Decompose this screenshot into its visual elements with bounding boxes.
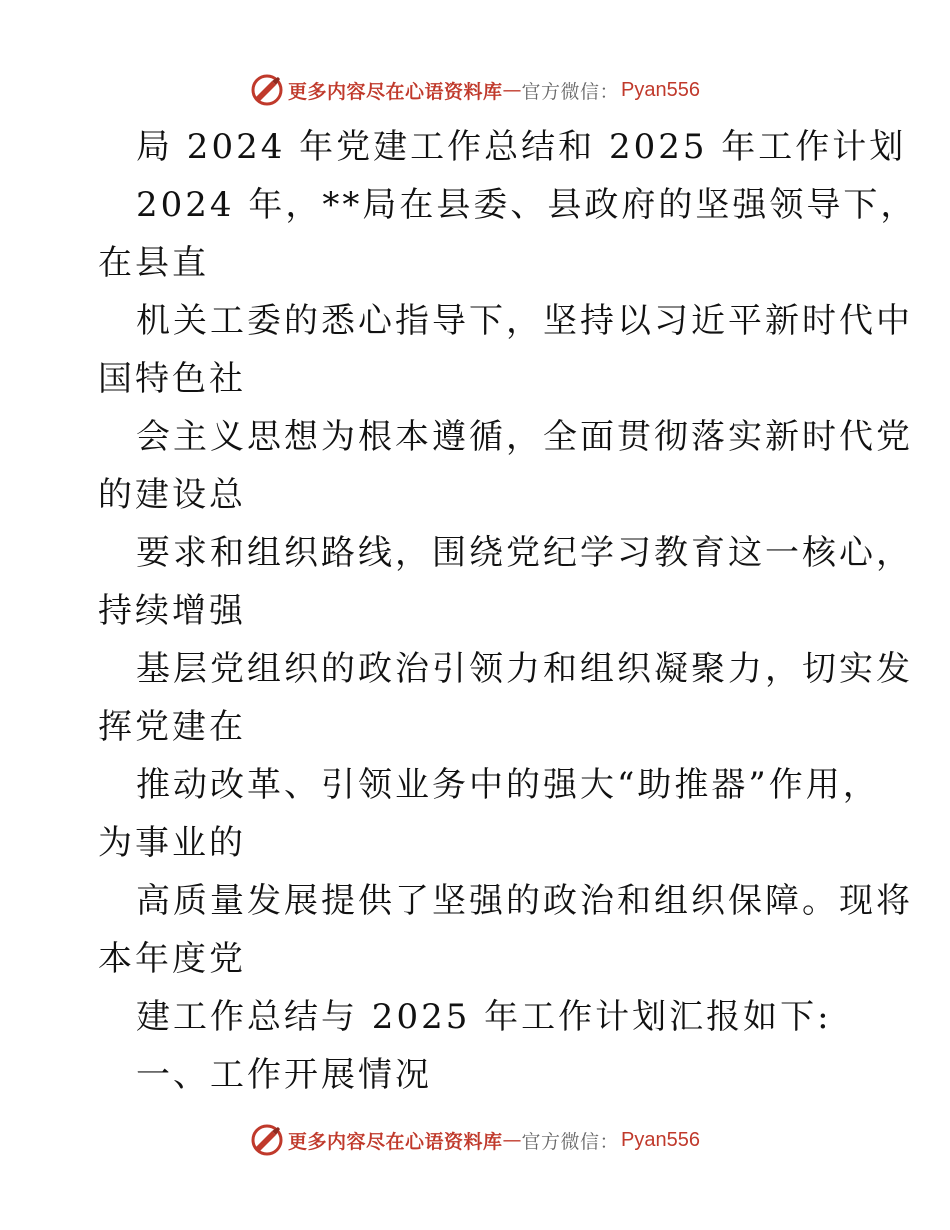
paragraph-line: 会主义思想为根本遵循，全面贯彻落实新时代党 <box>136 417 913 457</box>
banner-slogan: 更多内容尽在心语资料库 <box>288 1130 503 1153</box>
header-watermark-banner <box>0 70 950 110</box>
paragraph-line: 国特色社 <box>98 359 246 399</box>
paragraph-line: 建工作总结与 2025 年工作计划汇报如下: <box>136 997 832 1037</box>
paragraph-line: 推动改革、引领业务中的强大“助推器”作用， <box>136 765 880 805</box>
document-body <box>98 118 918 1104</box>
banner-slogan: 更多内容尽在心语资料库 <box>288 80 503 103</box>
paragraph-line: 持续增强 <box>98 591 246 631</box>
paragraph-line: 在县直 <box>98 243 209 283</box>
section-heading: 一、工作开展情况 <box>136 1055 432 1095</box>
banner-dash: — <box>502 79 522 101</box>
banner-wechat-id: Pyan556 <box>621 78 700 101</box>
paragraph-line: 挥党建在 <box>98 707 246 747</box>
paragraph-line: 基层党组织的政治引领力和组织凝聚力，切实发 <box>136 649 913 689</box>
paragraph-line: 高质量发展提供了坚强的政治和组织保障。现将 <box>136 881 913 921</box>
pen-logo-icon <box>250 73 284 107</box>
footer-watermark-banner <box>0 1120 950 1160</box>
paragraph-line: 机关工委的悉心指导下，坚持以习近平新时代中 <box>136 301 913 341</box>
paragraph-line: 要求和组织路线，围绕党纪学习教育这一核心， <box>136 533 913 573</box>
pen-logo-icon <box>250 1123 284 1157</box>
banner-dash: — <box>502 1129 522 1151</box>
paragraph-line: 为事业的 <box>98 823 246 863</box>
paragraph-line: 2024 年，**局在县委、县政府的坚强领导下， <box>136 185 918 225</box>
paragraph-line: 本年度党 <box>98 939 246 979</box>
banner-wechat-label: 官方微信： <box>521 1130 620 1153</box>
banner-wechat-label: 官方微信： <box>521 80 620 103</box>
banner-wechat-id: Pyan556 <box>621 1128 700 1151</box>
paragraph-line: 的建设总 <box>98 475 246 515</box>
document-title: 局 2024 年党建工作总结和 2025 年工作计划 <box>136 127 907 167</box>
